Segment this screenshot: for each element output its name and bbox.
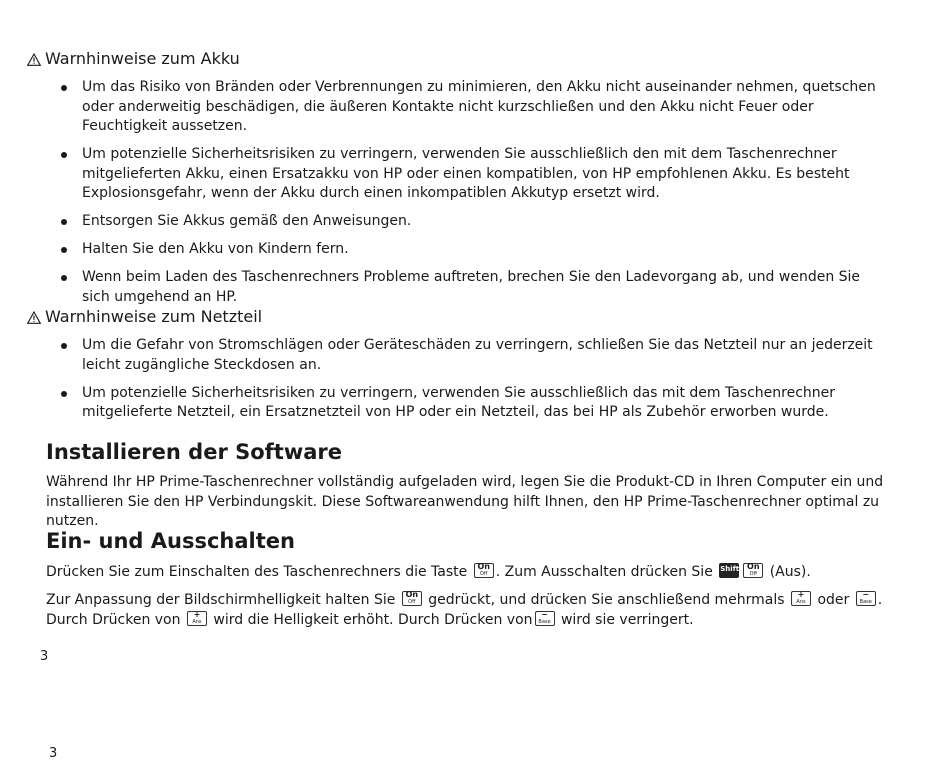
on-key-icon: On Off <box>402 591 422 606</box>
list-item: Halten Sie den Akku von Kindern fern. <box>58 240 888 260</box>
minus-key-icon: − Base <box>535 611 555 626</box>
text-run: gedrückt, und drücken Sie anschließend mehrmals <box>428 592 785 608</box>
plus-key-icon: + Ans <box>791 591 811 606</box>
software-paragraph: Während Ihr HP Prime-Taschenrechner vollständig aufgeladen wird, legen Sie die Produkt-CD in Ihren Computer ein und installieren Sie den HP Verbindungskit. Diese Softwareanwendung hilft Ihnen, den HP Prime-Taschenrechner optimal zu nutzen. <box>46 474 884 529</box>
on-key-icon: On Off <box>474 563 494 578</box>
list-item: Um potenzielle Sicherheitsrisiken zu verringern, verwenden Sie ausschließlich den mit dem Taschenrechner mitgelieferten Akku, einen Ersatzakku von HP oder einen kompatiblen, von HP empfohlenen Akku. Es besteht Explosionsgefahr, wenn der Akku durch einen inkompatiblen Akkutyp ersetzt wird. <box>58 145 888 204</box>
warning-triangle-icon <box>27 311 41 324</box>
text-run: Drücken Sie zum Einschalten des Taschenrechners die Taste <box>46 564 468 580</box>
text-run: (Aus). <box>769 564 811 580</box>
warning-heading-text: Warnhinweise zum Akku <box>45 49 240 68</box>
warning-triangle-icon <box>27 53 41 66</box>
text-run: Zur Anpassung der Bildschirmhelligkeit halten Sie <box>46 592 396 608</box>
minus-key-icon: − Base <box>856 591 876 606</box>
warning-heading-netzteil <box>27 307 262 327</box>
text-run: . Zum Ausschalten drücken Sie <box>495 564 713 580</box>
list-item: Um potenzielle Sicherheitsrisiken zu verringern, verwenden Sie ausschließlich das mit dem Taschenrechner mitgelieferte Netzteil, ein Ersatznetzteil von HP oder ein Netzteil, das bei HP als Zubehör erworben wurde. <box>58 384 888 423</box>
page-number: 3 <box>40 649 49 664</box>
section-title-software: Installieren der Software <box>46 440 343 464</box>
text-run: wird sie verringert. <box>560 611 694 628</box>
akku-warning-list <box>58 78 888 316</box>
page-number: 3 <box>49 746 58 761</box>
text-run: Durch Drücken von <box>46 611 181 628</box>
text-run: . <box>877 592 883 608</box>
power-paragraph-2 <box>46 591 896 630</box>
text-run: oder <box>817 592 850 608</box>
warning-heading-text: Warnhinweise zum Netzteil <box>45 307 263 326</box>
shift-key-icon: Shift <box>719 563 739 578</box>
on-key-icon: On Off <box>743 563 763 578</box>
text-run: wird die Helligkeit erhöht. Durch Drücken von <box>213 611 533 628</box>
list-item: Um die Gefahr von Stromschlägen oder Geräteschäden zu verringern, schließen Sie das Netzteil nur an jederzeit leicht zugängliche Steckdosen an. <box>58 336 888 375</box>
netzteil-warning-list <box>58 336 888 431</box>
list-item: Um das Risiko von Bränden oder Verbrennungen zu minimieren, den Akku nicht auseinander nehmen, quetschen oder anderweitig beschädigen, die äußeren Kontakte nicht kurzschließen und den Akku nicht Feuer oder Feuchtigkeit aussetzen. <box>58 78 888 137</box>
plus-key-icon: + Ans <box>187 611 207 626</box>
power-paragraph-1 <box>46 563 896 583</box>
list-item: Wenn beim Laden des Taschenrechners Probleme auftreten, brechen Sie den Ladevorgang ab, und wenden Sie sich umgehend an HP. <box>58 268 888 307</box>
section-title-power: Ein- und Ausschalten <box>46 529 295 553</box>
list-item: Entsorgen Sie Akkus gemäß den Anweisungen. <box>58 212 888 232</box>
warning-heading-akku <box>27 49 240 69</box>
